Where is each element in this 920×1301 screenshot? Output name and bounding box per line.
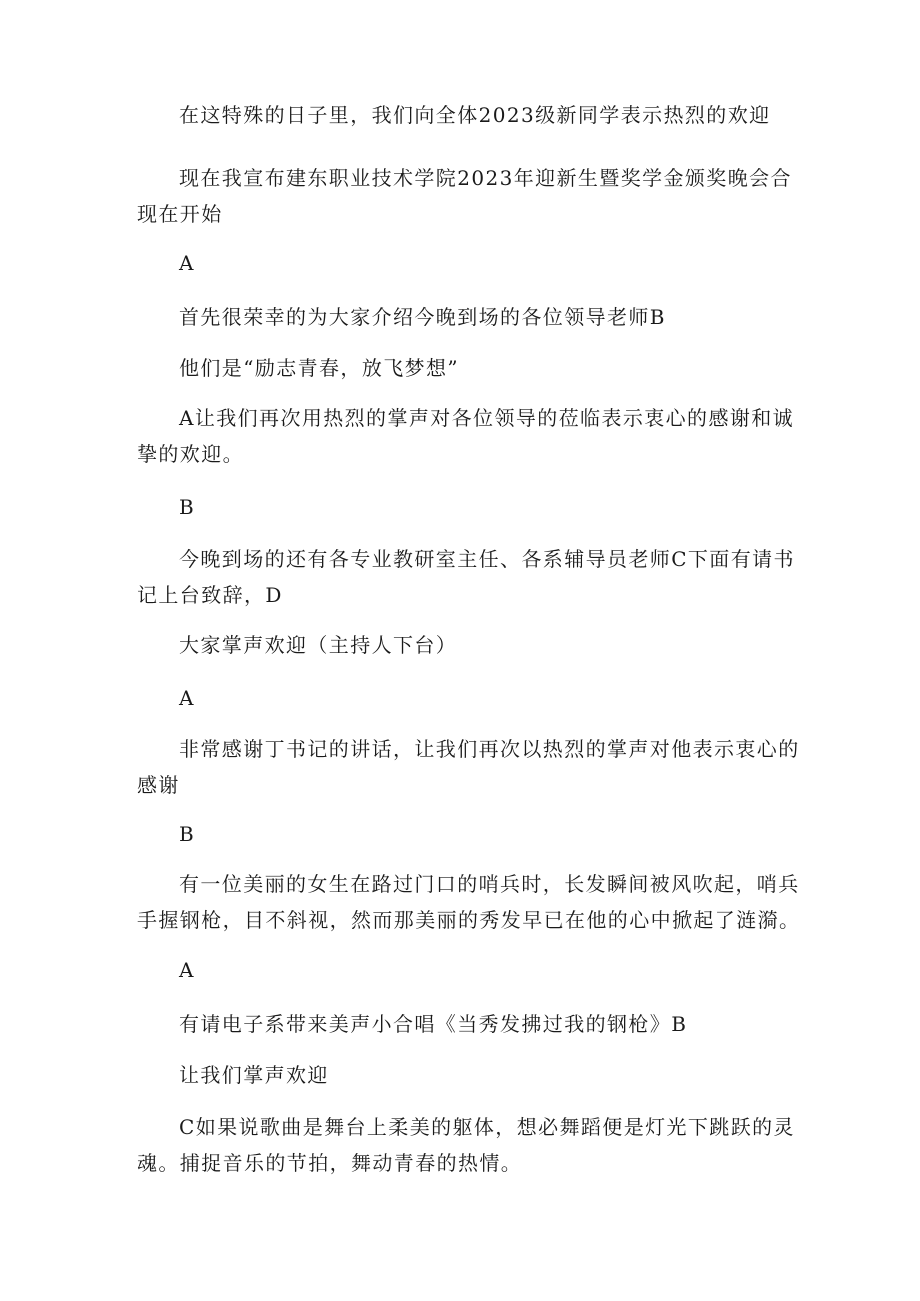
paragraph-10: A xyxy=(179,686,195,710)
paragraph-12: B xyxy=(179,822,196,846)
paragraph-2: 现在我宣布建东职业技术学院2023年迎新生暨奖学金颁奖晚会合现在开始 xyxy=(137,166,792,226)
paragraph-16: 让我们掌声欢迎 xyxy=(179,1063,329,1087)
paragraph-17: C如果说歌曲是舞台上柔美的躯体，想必舞蹈便是灯光下跳跃的灵魂。捕捉音乐的节拍，舞动青春的热情。 xyxy=(137,1115,795,1175)
paragraph-11: 非常感谢丁书记的讲话，让我们再次以热烈的掌声对他表示衷心的感谢 xyxy=(137,737,800,797)
paragraph-6: A让我们再次用热烈的掌声对各位领导的莅临表示衷心的感谢和诚挚的欢迎。 xyxy=(137,406,795,466)
paragraph-13: 有一位美丽的女生在路过门口的哨兵时，长发瞬间被风吹起，哨兵手握钢枪，目不斜视，然而那美丽的秀发早已在他的心中掀起了涟漪。 xyxy=(137,872,801,932)
paragraph-9: 大家掌声欢迎（主持人下台） xyxy=(179,633,458,657)
paragraph-14: A xyxy=(179,958,195,982)
paragraph-5: 他们是“励志青春，放飞梦想” xyxy=(179,356,460,380)
paragraph-8: 今晚到场的还有各专业教研室主任、各系辅导员老师C下面有请书记上台致辞，D xyxy=(137,547,795,607)
paragraph-4: 首先很荣幸的为大家介绍今晚到场的各位领导老师B xyxy=(179,305,666,329)
paragraph-1: 在这特殊的日子里，我们向全体2023级新同学表示热烈的欢迎 xyxy=(179,103,771,127)
paragraph-3: A xyxy=(179,251,195,275)
paragraph-15: 有请电子系带来美声小合唱《当秀发拂过我的钢枪》B xyxy=(179,1012,688,1036)
paragraph-7: B xyxy=(179,495,196,519)
